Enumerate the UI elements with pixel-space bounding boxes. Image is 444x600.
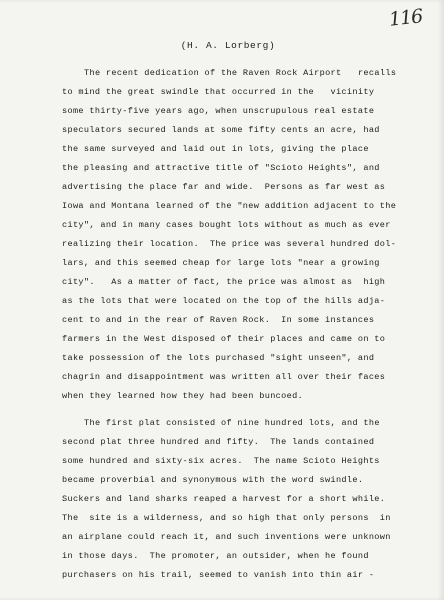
paragraph-2 bbox=[62, 414, 422, 585]
text-line: second plat three hundred and fifty. The lands contained bbox=[62, 437, 375, 447]
text-line: advertising the place far and wide. Persons as far west as bbox=[62, 182, 386, 192]
text-line: as the lots that were located on the top of the hills adja- bbox=[62, 296, 386, 306]
text-line: the pleasing and attractive title of "Scioto Heights", and bbox=[62, 163, 380, 173]
body-text bbox=[62, 64, 422, 593]
text-line: chagrin and disappointment was written all over their faces bbox=[62, 372, 386, 382]
text-line: an airplane could reach it, and such inventions were unknown bbox=[62, 532, 391, 542]
text-line: purchasers on his trail, seemed to vanish into thin air - bbox=[62, 570, 375, 580]
text-line: The site is a wilderness, and so high that only persons in bbox=[62, 513, 391, 523]
text-line: some thirty-five years ago, when unscrupulous real estate bbox=[62, 106, 375, 116]
text-line: in those days. The promoter, an outsider, when he found bbox=[62, 551, 369, 561]
text-line: realizing their location. The price was several hundred dol- bbox=[62, 239, 397, 249]
text-line: lars, and this seemed cheap for large lots "near a growing bbox=[62, 258, 380, 268]
text-line: take possession of the lots purchased "sight unseen", and bbox=[62, 353, 375, 363]
text-line: cent to and in the rear of Raven Rock. In some instances bbox=[62, 315, 375, 325]
paragraph-1 bbox=[62, 64, 422, 406]
text-line: to mind the great swindle that occurred in the vicinity bbox=[62, 87, 375, 97]
text-line: speculators secured lands at some fifty cents an acre, had bbox=[62, 125, 380, 135]
text-line: became proverbial and synonymous with the word swindle. bbox=[62, 475, 364, 485]
text-line: when they learned how they had been buncoed. bbox=[62, 391, 304, 401]
text-line: The recent dedication of the Raven Rock Airport recalls bbox=[84, 68, 397, 78]
text-line: Suckers and land sharks reaped a harvest for a short while. bbox=[62, 494, 386, 504]
text-line: Iowa and Montana learned of the "new addition adjacent to the bbox=[62, 201, 397, 211]
text-line: The first plat consisted of nine hundred lots, and the bbox=[84, 418, 380, 428]
text-line: the same surveyed and laid out in lots, giving the place bbox=[62, 144, 369, 154]
text-line: city", and in many cases bought lots without as much as ever bbox=[62, 220, 391, 230]
page-number: 116 bbox=[387, 5, 424, 31]
author-heading: (H. A. Lorberg) bbox=[180, 40, 276, 51]
text-line: some hundred and sixty-six acres. The name Scioto Heights bbox=[62, 456, 380, 466]
text-line: city". As a matter of fact, the price was almost as high bbox=[62, 277, 386, 287]
text-line: farmers in the West disposed of their places and came on to bbox=[62, 334, 386, 344]
